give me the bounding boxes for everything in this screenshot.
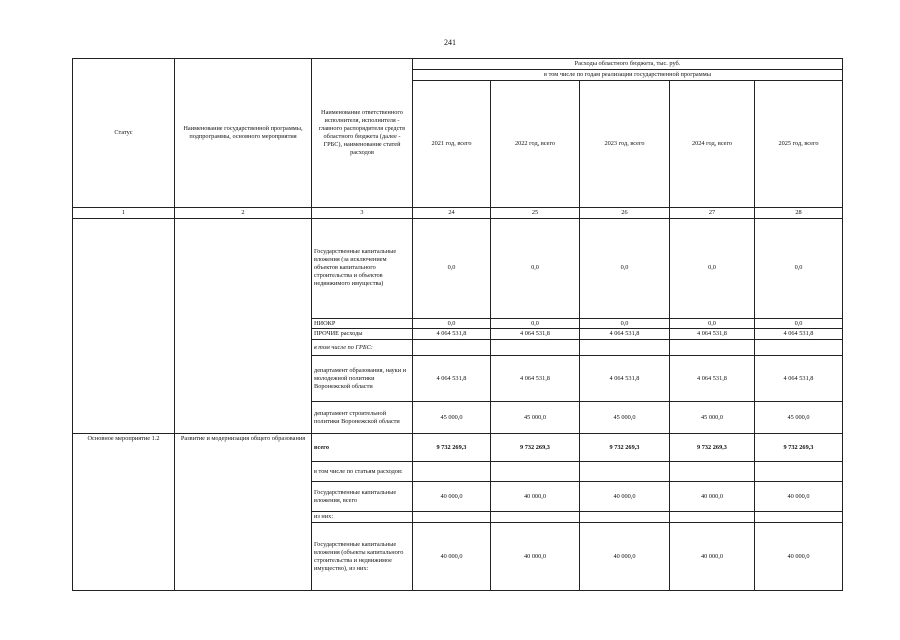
row-value: 40 000,0: [491, 482, 580, 512]
header-year: 2021 год, всего: [413, 80, 491, 207]
activity-status: Основное мероприятие 1.2: [73, 434, 175, 591]
activity-name: Развитие и модернизация общего образования: [175, 434, 312, 591]
header-year: 2024 год, всего: [670, 80, 755, 207]
row-value: 4 064 531,8: [413, 356, 491, 402]
row-value: 40 000,0: [580, 523, 670, 591]
column-number: 27: [670, 207, 755, 218]
row-value: [413, 512, 491, 523]
table-row: [73, 434, 843, 462]
row-value: [670, 462, 755, 482]
header-program-name: Наименование государственной программы, подпрограммы, основного мероприятия: [175, 59, 312, 208]
header-status: Статус: [73, 59, 175, 208]
row-value: 9 732 269,3: [670, 434, 755, 462]
header-row-1: [73, 59, 843, 70]
column-number: 26: [580, 207, 670, 218]
row-label: из них:: [312, 512, 413, 523]
row-label: Государственные капитальные вложения, всего: [312, 482, 413, 512]
header-year: 2022 год, всего: [491, 80, 580, 207]
row-value: 0,0: [491, 218, 580, 318]
row-label: в том числе по ГРБС:: [312, 340, 413, 356]
row-value: [580, 462, 670, 482]
column-number: 25: [491, 207, 580, 218]
row-value: 40 000,0: [413, 482, 491, 512]
row-value: 40 000,0: [580, 482, 670, 512]
row-value: 4 064 531,8: [491, 329, 580, 340]
row-value: [755, 512, 843, 523]
row-value: [755, 340, 843, 356]
row-label: Государственные капитальные вложения (за исключением объектов капитального строительства и объектов недвижимого имущества): [312, 218, 413, 318]
row-value: 45 000,0: [491, 402, 580, 434]
row-value: [491, 462, 580, 482]
row-value: 0,0: [755, 318, 843, 329]
row-value: [580, 340, 670, 356]
page-number: 241: [444, 38, 456, 47]
row-value: [491, 340, 580, 356]
row-value: 0,0: [755, 218, 843, 318]
header-year: 2023 год, всего: [580, 80, 670, 207]
row-value: 40 000,0: [755, 523, 843, 591]
row-label: всего: [312, 434, 413, 462]
row-value: [413, 340, 491, 356]
row-value: 4 064 531,8: [413, 329, 491, 340]
row-label: НИОКР: [312, 318, 413, 329]
header-year: 2025 год, всего: [755, 80, 843, 207]
row-value: [755, 462, 843, 482]
row-value: [580, 512, 670, 523]
row-value: 4 064 531,8: [580, 356, 670, 402]
row-value: 4 064 531,8: [755, 329, 843, 340]
row-value: [413, 462, 491, 482]
column-numbers-row: [73, 207, 843, 218]
row-value: 0,0: [413, 218, 491, 318]
column-number: 2: [175, 207, 312, 218]
row-value: 4 064 531,8: [670, 329, 755, 340]
row-value: 9 732 269,3: [580, 434, 670, 462]
column-number: 3: [312, 207, 413, 218]
row-value: [670, 340, 755, 356]
row-value: 40 000,0: [670, 523, 755, 591]
row-value: 45 000,0: [755, 402, 843, 434]
row-label: ПРОЧИЕ расходы: [312, 329, 413, 340]
row-value: 9 732 269,3: [413, 434, 491, 462]
row-value: 4 064 531,8: [755, 356, 843, 402]
status-cell-empty: [73, 218, 175, 434]
header-expenses: Расходы областного бюджета, тыс. руб.: [413, 59, 843, 70]
row-value: 4 064 531,8: [580, 329, 670, 340]
table-row: [73, 218, 843, 318]
row-value: 45 000,0: [413, 402, 491, 434]
header-by-years: в том числе по годам реализации государственной программы: [413, 69, 843, 80]
row-label: в том числе по статьям расходов:: [312, 462, 413, 482]
row-value: 40 000,0: [413, 523, 491, 591]
row-value: 0,0: [670, 318, 755, 329]
row-value: [491, 512, 580, 523]
column-number: 28: [755, 207, 843, 218]
row-label: Государственные капитальные вложения (объекты капитального строительства и недвижимое имущество), из них:: [312, 523, 413, 591]
header-executor: Наименование ответственного исполнителя, исполнителя - главного распорядителя средств областного бюджета (далее - ГРБС), наименование статей расходов: [312, 59, 413, 208]
row-label: департамент образования, науки и молодежной политики Воронежской области: [312, 356, 413, 402]
column-number: 24: [413, 207, 491, 218]
row-value: 40 000,0: [670, 482, 755, 512]
row-value: 0,0: [491, 318, 580, 329]
budget-table: [72, 58, 843, 591]
row-value: 0,0: [670, 218, 755, 318]
row-value: 9 732 269,3: [755, 434, 843, 462]
row-label: департамент строительной политики Воронежской области: [312, 402, 413, 434]
column-number: 1: [73, 207, 175, 218]
row-value: 45 000,0: [580, 402, 670, 434]
row-value: 4 064 531,8: [491, 356, 580, 402]
row-value: [670, 512, 755, 523]
program-cell-empty: [175, 218, 312, 434]
row-value: 45 000,0: [670, 402, 755, 434]
row-value: 0,0: [580, 318, 670, 329]
row-value: 9 732 269,3: [491, 434, 580, 462]
row-value: 40 000,0: [491, 523, 580, 591]
row-value: 4 064 531,8: [670, 356, 755, 402]
row-value: 0,0: [580, 218, 670, 318]
row-value: 40 000,0: [755, 482, 843, 512]
row-value: 0,0: [413, 318, 491, 329]
